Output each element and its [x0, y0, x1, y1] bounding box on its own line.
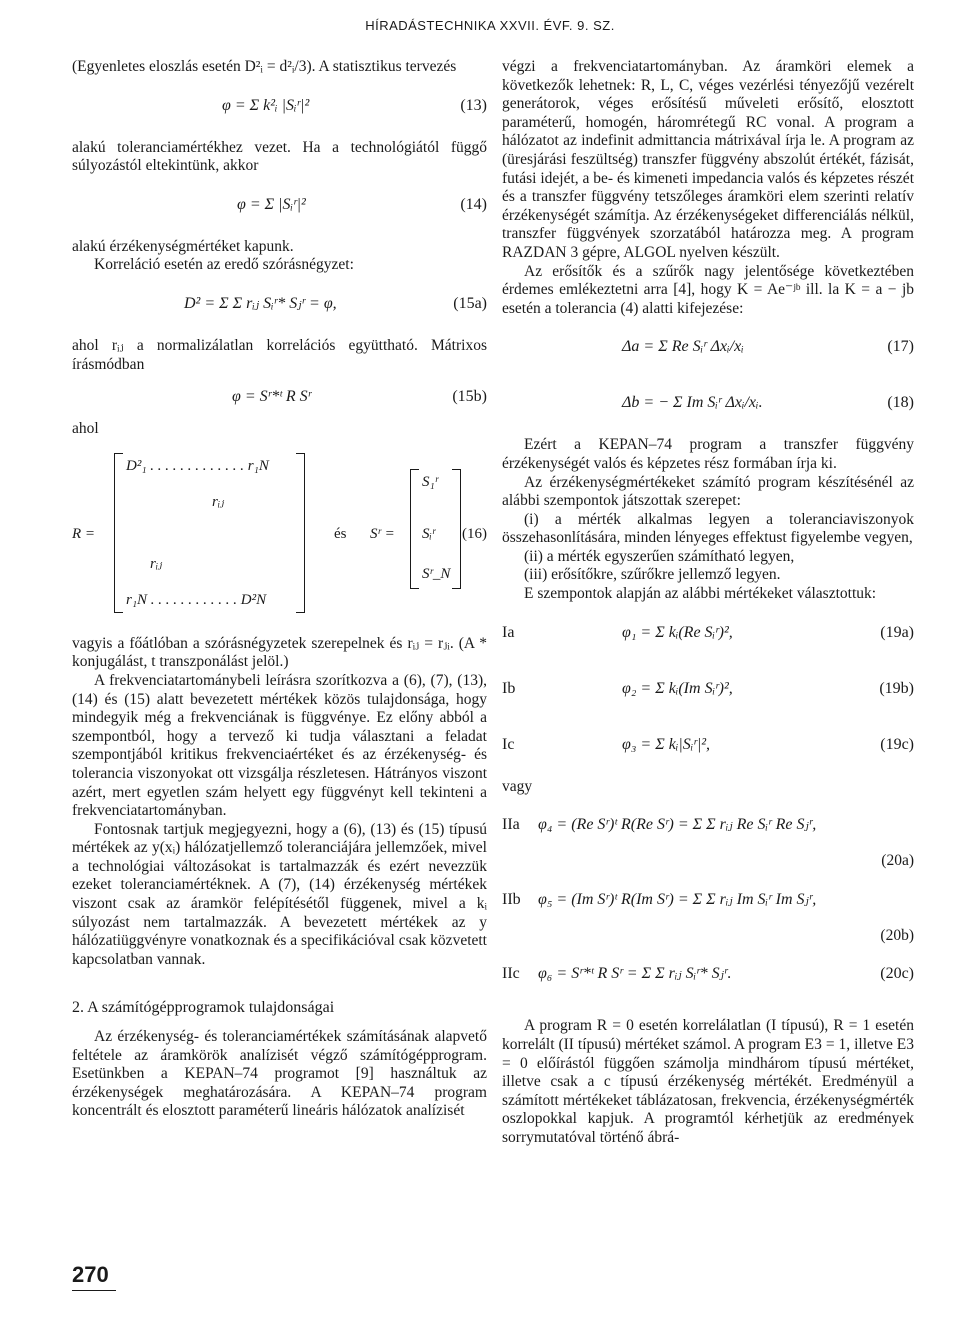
equation-body: φ₂ = Σ kᵢ(Im Sᵢʳ)²,: [622, 679, 733, 697]
matrix-s-label: Sʳ =: [370, 525, 395, 542]
equation-number: (15b): [452, 388, 487, 406]
matrix-entry: rᵢⱼ: [150, 555, 163, 572]
equation-number: (19b): [879, 679, 914, 697]
paragraph: ahol rᵢⱼ a normalizálatlan korrelációs együttható. Mátrixos írásmódban: [72, 336, 487, 373]
equation-body: φ = Σ k²ᵢ |Sᵢʳ|²: [222, 96, 310, 114]
paragraph: Az érzékenység- és toleranciamértékek számításának alapvető feltétele az áramkörök analízisét végző számítógépprogram. Esetünkben a KEPAN–74 programot [9] használtuk az érzékenységek meghatározására. A KEPAN–74 program koncentrált és elosztott paraméterű lineáris hálózatok analízisét: [72, 1028, 487, 1120]
right-bracket: [452, 469, 461, 589]
equation-number: (20b): [880, 926, 914, 944]
equation-number: (19c): [880, 735, 914, 753]
matrix-first-row: D²₁ . . . . . . . . . . . . . r₁N: [126, 457, 269, 474]
equation-14: [72, 182, 487, 232]
paragraph: (Egyenletes eloszlás esetén D²ᵢ = d²ᵢ/3). A statisztikus tervezés: [72, 58, 457, 75]
equation-number: (17): [887, 338, 914, 356]
equation-body: φ = Sʳ*ᵗ R Sʳ: [232, 388, 312, 406]
paragraph: A program R = 0 esetén korrelálatlan (I típusú), R = 1 esetén korrelált (II típusú) mértéket számol. A program E3 = 1, illetve E3 = 0 előírástól függően számolja mindhárom típusú mértéket, illetve csak a c típusú érzékenység mértékét. Eredményül a számított mértékeket táblázatosan, frekvencia, érzékenységmérték oszlopokkal kapjuk. A programtól kérhetjük az eredmények sorrymutatóval történő ábrá-: [502, 1017, 914, 1146]
equation-body: φ₅ = (Im Sʳ)ᵗ R(Im Sʳ) = Σ Σ rᵢⱼ Im Sᵢʳ Im Sⱼʳ,: [538, 890, 817, 908]
equation-number: (20a): [881, 852, 914, 870]
equation-19a: [502, 610, 914, 660]
equation-body: φ₆ = Sʳ*ᵗ R Sʳ = Σ Σ rᵢⱼ Sᵢʳ* Sⱼʳ.: [538, 965, 732, 983]
vector-entry: Sᵢʳ: [422, 525, 436, 542]
paragraph: Fontosnak tartjuk megjegyezni, hogy a (6), (13) és (15) típusú mértékek az y(xᵢ) hálózatjellemző toleranciájára jellemzőek, mivel a technológiai változásokat is tartalmazzák és ezért nevezzük ezeket toleranciamértéknek. A (7), (14) érzékenység mértékek viszont csak az áramkör felépítésétől függenek, mivel a kᵢ súlyozást nem tartalmazzák. A bevezetett mértékek az y hálózatiüggvényre vonatkoznak és a specifikációval csak közvetett kapcsolatban vannak.: [72, 820, 487, 968]
list-item: (i) a mérték alkalmas legyen a toleranciaviszonyok összehasonlítására, minden lényeges effektust figyelembe vegyen,: [502, 510, 914, 547]
equation-18: [502, 380, 914, 430]
equation-number: (19a): [880, 623, 914, 641]
paragraph: A frekvenciatartománybeli leírásra szorítkozva a (6), (7), (13), (14) és (15) alatt bevezetett mértékek közös tulajdonsága, hogy mindegyik még a frekvenciának is függvénye. Ez előny abból a szempontból, hogy a tervező ki tudja választani a feladat szempontjából kritikus frekvenciaértéket és az érzékenység- és tolerancia viszonyokat ott vizsgálja részletesen. Hátrányos viszont azért, mert egyetlen szám helyett egy függvényt kell tekinteni a frekvenciatartományban.: [72, 671, 487, 820]
equation-label: Ic: [502, 735, 515, 753]
list-item: (iii) erősítőkre, szűrőkre jellemző legyen.: [524, 566, 781, 584]
running-header: HÍRADÁSTECHNIKA XXVII. ÉVF. 9. SZ.: [365, 18, 615, 33]
section-title: 2. A számítógépprogramok tulajdonságai: [72, 999, 335, 1017]
equation-15b: [72, 380, 487, 414]
left-bracket: [114, 453, 123, 613]
paragraph: alakú érzékenységmértéket kapunk.: [72, 237, 294, 255]
page-number-rule: [72, 1290, 116, 1291]
equation-label: IIc: [502, 965, 520, 983]
equation-19c: [502, 722, 914, 772]
paragraph: végzi a frekvenciatartományban. Az áramköri elemek a következők lehetnek: R, L, C, véges vezérlési tényezőjű vezérelt generátorok, véges erősítésű műveleti erősítő, elosztott paraméterű, homogén, háromrétegű RC vonal. A program a hálózatot az indefinit admittancia mátrixával írja le. A program az (üresjárási feszültség) transzfer függvény abszolút értékét, fázisát, futási idejét, a be- és kimeneti impedancia valós és képzetes részét és a transzfer függvény tetszőleges áramköri elem szerinti relatív érzékenységét számítja. Az érzékenységeket differenciálás nélkül, transzfer függvények szorzatából határozza meg. A program RAZDAN 3 gépre, ALGOL nyelven készült.: [502, 58, 914, 261]
right-column: [502, 58, 914, 1148]
equation-number: (15a): [453, 294, 487, 312]
paragraph: ahol: [72, 420, 99, 438]
matrix-last-row: r₁N . . . . . . . . . . . . D²N: [126, 591, 267, 608]
paragraph: vagyis a főátlóban a szórásnégyzetek szerepelnek és rᵢⱼ = rⱼᵢ. (A * konjugálást, t transzponálást jelöl.): [72, 634, 487, 671]
equation-20c: [502, 951, 914, 1001]
vector-entry: Sʳ_N: [422, 565, 451, 582]
vector-entry: S₁ʳ: [422, 473, 439, 490]
equation-body: D² = Σ Σ rᵢⱼ Sᵢʳ* Sⱼʳ = φ,: [184, 294, 337, 312]
matrix-r-label: R =: [72, 525, 96, 542]
equation-label: IIb: [502, 890, 521, 908]
equation-20b: [502, 877, 914, 927]
left-bracket: [410, 469, 419, 589]
paragraph: Korreláció esetén az eredő szórásnégyzet:: [94, 256, 354, 274]
left-column: [72, 58, 487, 1121]
equation-number: (20c): [880, 965, 914, 983]
paragraph: Ezért a KEPAN–74 program a transzfer függvény érzékenységét valós és képzetes rész formában írja ki.: [502, 436, 914, 472]
equation-body: φ = Σ |Sᵢʳ|²: [237, 195, 306, 213]
paragraph: Az erősítők és a szűrők nagy jelentősége következtében érdemes emlékeztetni arra [4], hogy K = Ae⁻ʲᵇ ill. la K = a − jb esetén a tolerancia (4) alatti kifejezése:: [502, 262, 914, 317]
equation-body: φ₁ = Σ kᵢ(Re Sᵢʳ)²,: [622, 623, 733, 641]
equation-number: (13): [460, 96, 487, 114]
equation-body: Δb = − Σ Im Sᵢʳ Δxᵢ/xᵢ.: [622, 394, 763, 412]
matrix-entry: rᵢⱼ: [212, 493, 225, 510]
equation-number: (18): [887, 394, 914, 412]
equation-15a: [72, 281, 487, 331]
equation-17: [502, 324, 914, 374]
equation-13: [72, 83, 487, 133]
equation-number: (16): [462, 525, 487, 542]
equation-body: φ₄ = (Re Sʳ)ᵗ R(Re Sʳ) = Σ Σ rᵢⱼ Re Sᵢʳ Re Sⱼʳ,: [538, 816, 817, 834]
paragraph: E szempontok alapján az alábbi mértékeket választottuk:: [524, 585, 877, 603]
paragraph: vagy: [502, 777, 533, 795]
equation-number: (14): [460, 195, 487, 213]
paragraph: alakú toleranciamértékhez vezet. Ha a technológiától függő súlyozástól eltekintünk, akkor: [72, 138, 487, 175]
matrix-equation-16: [72, 447, 487, 627]
equation-20a: [502, 802, 914, 852]
equation-19b: [502, 666, 914, 716]
paragraph: Az érzékenységmértékeket számító program készítésénél az alábbi szempontok játszottak szerepet:: [502, 473, 914, 510]
equation-body: φ₃ = Σ kᵢ|Sᵢʳ|²,: [622, 735, 711, 753]
list-item: (ii) a mérték egyszerűen számítható legyen,: [524, 547, 795, 565]
right-bracket: [296, 453, 305, 613]
equation-label: Ib: [502, 679, 516, 697]
conjunction: és: [334, 525, 347, 542]
equation-label: IIa: [502, 816, 520, 834]
page-number: 270: [72, 1262, 109, 1287]
equation-label: Ia: [502, 623, 515, 641]
equation-body: Δa = Σ Re Sᵢʳ Δxᵢ/xᵢ: [622, 338, 744, 356]
